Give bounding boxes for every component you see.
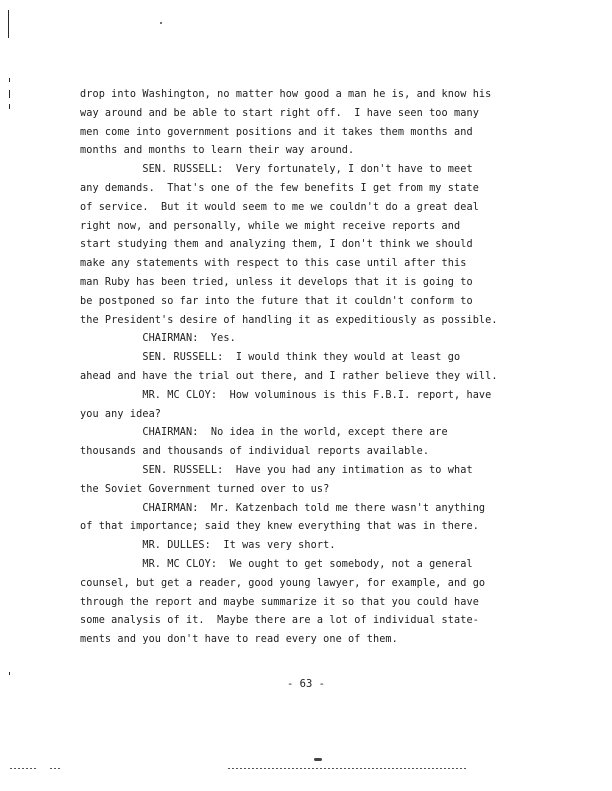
transcript-line: thousands and thousands of individual reports available.	[80, 446, 430, 458]
transcript-line: MR. MC CLOY: We ought to get somebody, not a general	[80, 558, 473, 570]
transcript-line: CHAIRMAN: No idea in the world, except there are	[80, 427, 448, 439]
scan-edge-mark	[8, 10, 9, 38]
scan-speck	[314, 758, 322, 761]
page-number: - 63 -	[287, 678, 325, 690]
transcript-line: men come into government positions and it takes them months and	[80, 126, 473, 138]
scan-edge-mark	[9, 672, 10, 675]
transcript-line: counsel, but get a reader, good young lawyer, for example, and go	[80, 577, 486, 589]
scan-bottom-rule	[10, 768, 38, 769]
transcript-line: of service. But it would seem to me we couldn't do a great deal	[80, 201, 479, 213]
transcript-line: through the report and maybe summarize it so that you could have	[80, 596, 479, 608]
transcript-line: MR. DULLES: It was very short.	[80, 540, 336, 552]
transcript-line: man Ruby has been tried, unless it develops that it is going to	[80, 276, 473, 288]
scan-speck	[160, 22, 162, 24]
transcript-line: way around and be able to start right off. I have seen too many	[80, 107, 479, 119]
transcript-line: drop into Washington, no matter how good a man he is, and know his	[80, 89, 492, 100]
scan-edge-mark	[9, 78, 10, 82]
transcript-line: SEN. RUSSELL: Have you had any intimation as to what	[80, 464, 473, 476]
transcript-line: SEN. RUSSELL: Very fortunately, I don't have to meet	[80, 164, 473, 176]
scan-bottom-rule	[50, 768, 60, 769]
transcript-line: some analysis of it. Maybe there are a lot of individual state-	[80, 615, 479, 627]
transcript-line: CHAIRMAN: Yes.	[80, 333, 236, 345]
transcript-line: of that importance; said they knew everything that was in there.	[80, 521, 479, 533]
transcript-line: MR. MC CLOY: How voluminous is this F.B.I. report, have	[80, 389, 492, 401]
transcript-line: right now, and personally, while we might receive reports and	[80, 220, 461, 232]
transcript-line: CHAIRMAN: Mr. Katzenbach told me there wasn't anything	[80, 502, 486, 514]
transcript-line: SEN. RUSSELL: I would think they would at least go	[80, 352, 461, 364]
transcript-line: ments and you don't have to read every one of them.	[80, 634, 398, 646]
transcript-line: be postponed so far into the future that it couldn't conform to	[80, 295, 473, 307]
scan-bottom-rule	[228, 768, 468, 769]
transcript-line: the President's desire of handling it as expeditiously as possible.	[80, 314, 498, 326]
scan-edge-mark	[9, 104, 10, 109]
transcript-line: any demands. That's one of the few benefits I get from my state	[80, 182, 479, 194]
transcript-line: the Soviet Government turned over to us?	[80, 483, 330, 495]
transcript-line: make any statements with respect to this case until after this	[80, 258, 467, 270]
scan-edge-mark	[9, 90, 10, 98]
transcript-text	[80, 86, 550, 650]
transcript-line: you any idea?	[80, 408, 162, 420]
transcript-line: months and months to learn their way around.	[80, 145, 355, 157]
transcript-line: ahead and have the trial out there, and I rather believe they will.	[80, 370, 498, 382]
transcript-line: start studying them and analyzing them, I don't think we should	[80, 239, 473, 251]
